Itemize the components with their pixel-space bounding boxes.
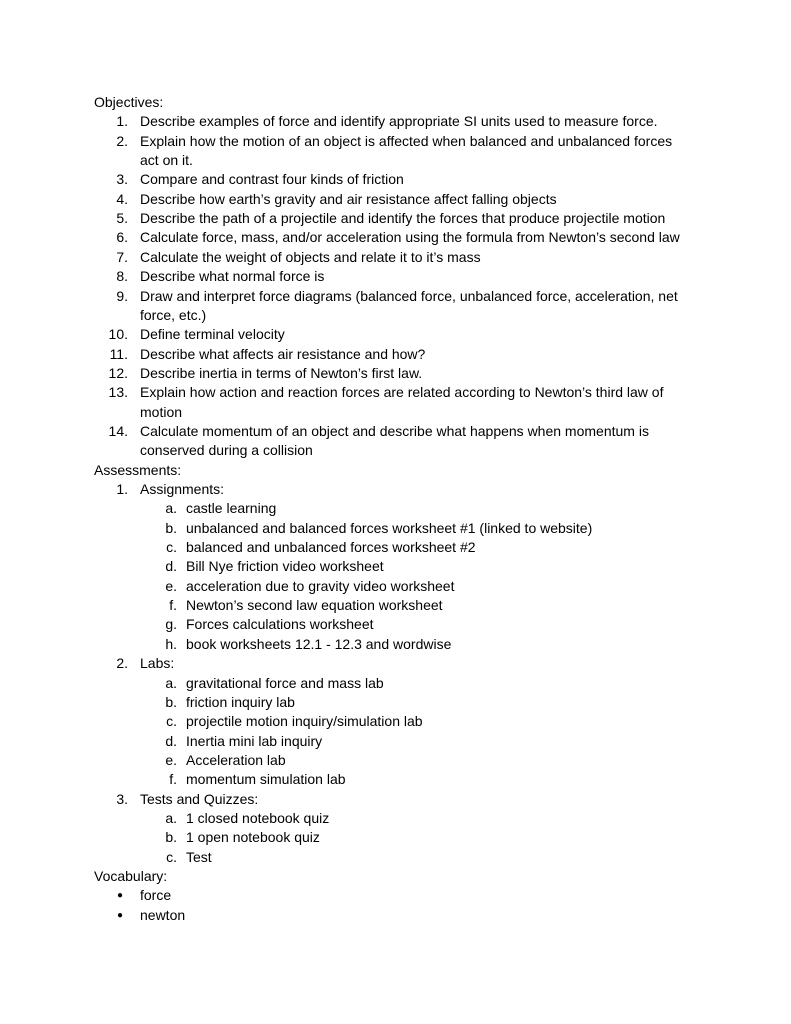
bullet-icon: ● [116,890,124,902]
assessment-item-text: Inertia mini lab inquiry [186,732,323,749]
assessment-item-text: book worksheets 12.1 - 12.3 and wordwise [186,635,452,652]
objective-number: 4. [116,190,128,207]
assessments-heading: Assessments: [94,461,182,478]
objective-text: Calculate momentum of an object and describe what happens when momentum is [140,422,649,439]
assessment-group-number: 2. [116,655,128,672]
assessment-item-letter: e. [165,751,177,768]
objective-text: Compare and contrast four kinds of friction [140,171,404,188]
objective-number: 1. [116,113,128,130]
assessment-item-text: acceleration due to gravity video worksheet [186,577,455,594]
assessment-item-text: castle learning [186,500,277,517]
objective-number: 9. [116,287,128,304]
assessment-item-text: projectile motion inquiry/simulation lab [186,713,423,730]
assessment-item-letter: f. [169,771,177,788]
objective-number: 6. [116,229,128,246]
objective-number: 7. [116,248,128,265]
objective-text: Describe the path of a projectile and identify the forces that produce projectile motion [140,210,666,227]
assessment-item-text: Test [186,848,212,865]
objectives-heading: Objectives: [94,94,164,110]
objective-text: Describe inertia in terms of Newton’s first law. [140,364,423,381]
assessment-item-letter: d. [165,558,177,575]
assessment-group-label: Assignments: [140,481,225,497]
objective-text: Describe how earth’s gravity and air resistance affect falling objects [140,190,557,207]
assessment-item-text: Forces calculations worksheet [186,616,374,633]
assessment-group-label: Tests and Quizzes: [140,790,259,807]
assessment-item-letter: f. [169,597,177,614]
assessment-item-letter: g. [165,616,177,633]
assessment-item-letter: c. [166,713,177,730]
objective-text: Define terminal velocity [140,326,285,343]
assessment-item-letter: b. [165,829,177,846]
objective-text: Describe examples of force and identify appropriate SI units used to measure force. [140,113,658,130]
objective-number: 10. [108,326,128,343]
objective-number: 3. [116,171,128,188]
assessment-group-number: 1. [116,481,128,497]
objective-number: 2. [116,132,128,149]
assessment-item-letter: b. [165,519,177,536]
bullet-icon: ● [116,909,124,921]
objective-number: 12. [108,364,128,381]
objective-number: 11. [109,345,128,362]
assessment-item-text: balanced and unbalanced forces worksheet #2 [186,539,476,556]
objective-text: Draw and interpret force diagrams (balanced force, unbalanced force, acceleration, net [140,287,678,304]
assessment-item-text: friction inquiry lab [186,693,295,710]
assessment-item-text: unbalanced and balanced forces worksheet #1 (linked to website) [186,519,593,536]
objective-text: act on it. [140,152,193,169]
objective-text: Describe what normal force is [140,268,325,285]
vocabulary-item: force [140,887,172,904]
assessment-item-letter: h. [165,635,177,652]
objective-text: Explain how the motion of an object is affected when balanced and unbalanced forces [140,132,673,149]
assessment-item-letter: a. [165,809,177,826]
assessment-item-letter: a. [165,674,177,691]
assessment-item-letter: d. [165,732,177,749]
assessment-item-text: 1 open notebook quiz [186,829,320,846]
assessment-item-text: Newton’s second law equation worksheet [186,597,443,614]
objective-number: 8. [116,268,128,285]
assessment-item-text: Acceleration lab [186,751,286,768]
objective-text: force, etc.) [140,306,207,323]
assessment-item-text: gravitational force and mass lab [186,674,384,691]
objective-text: Calculate force, mass, and/or acceleration using the formula from Newton’s second law [140,229,680,246]
objective-number: 13. [108,384,128,401]
assessment-item-text: Bill Nye friction video worksheet [186,558,384,575]
assessment-item-letter: e. [165,577,177,594]
assessment-item-letter: a. [165,500,177,517]
vocabulary-heading: Vocabulary: [94,868,168,884]
assessment-item-text: 1 closed notebook quiz [186,809,330,826]
objective-number: 5. [116,210,128,227]
objective-text: motion [140,403,183,420]
objective-text: Explain how action and reaction forces are related according to Newton’s third law of [140,384,664,401]
assessment-item-letter: c. [166,848,177,865]
objective-text: Calculate the weight of objects and relate it to it’s mass [140,248,481,265]
assessment-item-letter: c. [166,539,177,556]
objective-number: 14. [108,422,128,439]
assessment-group-label: Labs: [140,655,175,672]
assessment-group-number: 3. [116,790,128,807]
vocabulary-item: newton [140,906,186,923]
objective-text: Describe what affects air resistance and how? [140,345,426,362]
assessment-item-letter: b. [165,693,177,710]
assessment-item-text: momentum simulation lab [186,771,346,788]
objective-text: conserved during a collision [140,442,313,459]
